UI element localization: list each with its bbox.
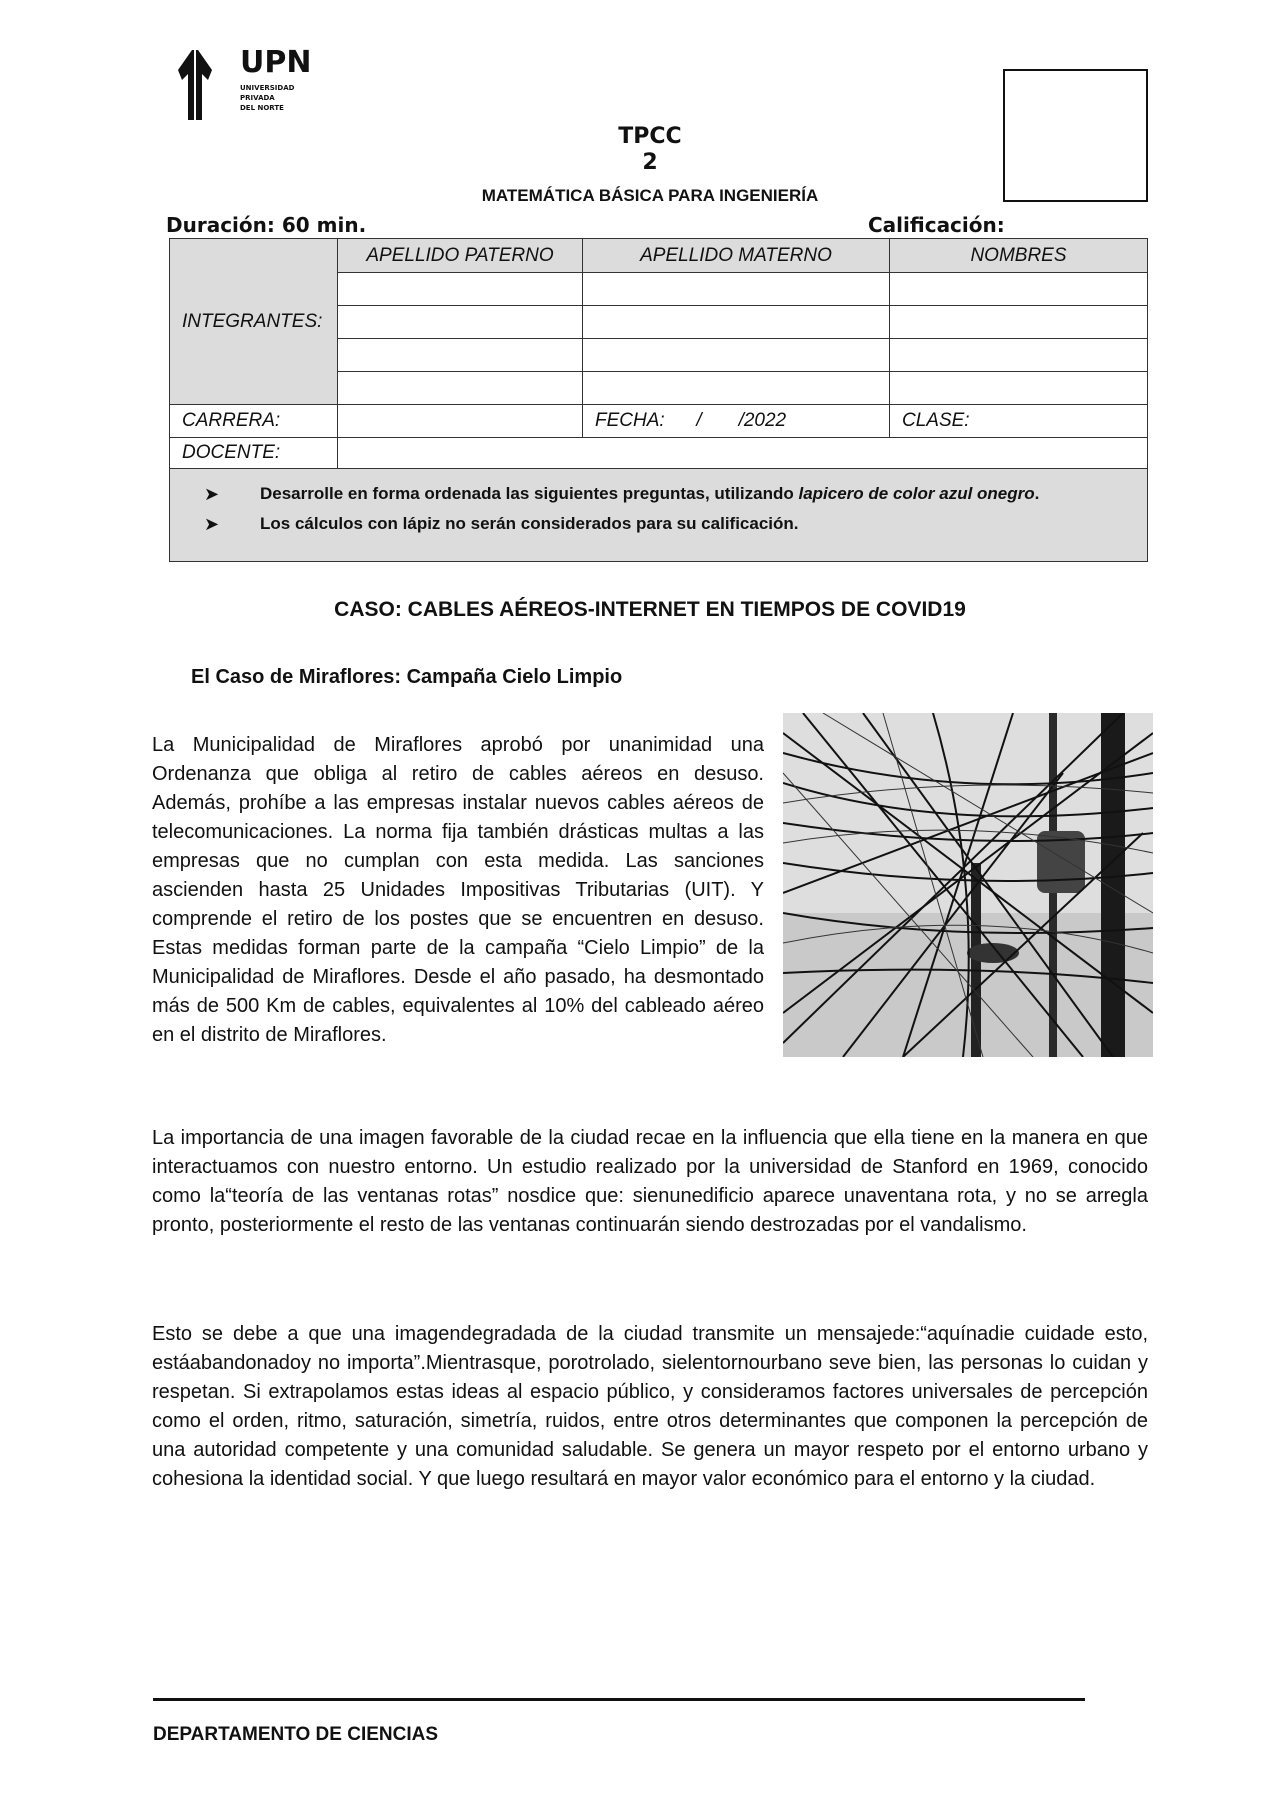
instruction-item <box>198 509 1135 539</box>
arrow-bullet-icon: ➤ <box>204 484 220 504</box>
member-field[interactable] <box>890 273 1148 306</box>
grade-box[interactable] <box>1003 69 1148 202</box>
instructions-box <box>170 469 1148 562</box>
case-title: CASO: CABLES AÉREOS-INTERNET EN TIEMPOS DE COVID19 <box>334 598 966 621</box>
instruction-item <box>198 479 1135 509</box>
member-field[interactable] <box>338 273 583 306</box>
member-field[interactable] <box>890 306 1148 339</box>
member-field[interactable] <box>583 339 890 372</box>
member-field[interactable] <box>583 372 890 405</box>
teacher-label: DOCENTE: <box>170 438 338 469</box>
duration-label: Duración: 60 min. <box>166 213 367 237</box>
instruction-text: Los cálculos con lápiz no serán considerados para su calificación. <box>260 514 799 533</box>
instruction-end: . <box>1034 484 1040 503</box>
career-field[interactable] <box>338 405 583 438</box>
student-info-table <box>169 238 1148 562</box>
date-field[interactable]: FECHA: / /2022 <box>583 405 890 438</box>
exam-title: TPCC <box>618 124 682 149</box>
course-name: MATEMÁTICA BÁSICA PARA INGENIERÍA <box>481 186 819 205</box>
arrow-bullet-icon: ➤ <box>204 514 220 534</box>
member-field[interactable] <box>583 273 890 306</box>
footer-department: DEPARTAMENTO DE CIENCIAS <box>153 1724 439 1745</box>
grade-label: Calificación: <box>868 213 1005 237</box>
member-field[interactable] <box>338 306 583 339</box>
power-lines-photo <box>783 713 1153 1057</box>
column-header: APELLIDO PATERNO <box>338 239 583 273</box>
member-field[interactable] <box>890 339 1148 372</box>
teacher-field[interactable] <box>338 438 1148 469</box>
logo-wordmark: UPN <box>240 45 312 80</box>
logo-subtext: UNIVERSIDAD <box>240 84 295 92</box>
member-field[interactable] <box>338 372 583 405</box>
paragraph: La Municipalidad de Miraflores aprobó por unanimidad una Ordenanza que obliga al retiro de cables aéreos en desuso. Además, prohíbe a las empresas instalar nuevos cables aéreos de telecomunicaciones. La norma fija también drásticas multas a las empresas que no cumplan con esta medida. Las sanciones ascienden hasta 25 Unidades Impositivas Tributarias (UIT). Y comprende el retiro de los postes que se encuentren en desuso. Estas medidas forman parte de la campaña “Cielo Limpio” de la Municipalidad de Miraflores. Desde el año pasado, ha desmontado más de 500 Km de cables, equivalentes al 10% del cableado aéreo en el distrito de Miraflores. <box>152 734 764 1046</box>
column-header: NOMBRES <box>890 239 1148 273</box>
member-field[interactable] <box>338 339 583 372</box>
career-label: CARRERA: <box>170 405 338 438</box>
instruction-text: Desarrolle en forma ordenada las siguientes preguntas, utilizando <box>260 484 799 503</box>
class-field[interactable]: CLASE: <box>890 405 1148 438</box>
case-subtitle: El Caso de Miraflores: Campaña Cielo Limpio <box>191 666 623 688</box>
logo-subtext: PRIVADA <box>240 94 275 102</box>
exam-number: 2 <box>642 150 658 175</box>
members-label: INTEGRANTES: <box>170 239 338 405</box>
paragraph: Esto se debe a que una imagendegradada de la ciudad transmite un mensajede:“aquínadie cuidade esto, estáabandonadoy no importa”.Mientrasque, porotrolado, sielentornourbano seve bien, las personas lo cuidan y respetan. Si extrapolamos estas ideas al espacio público, y consideramos factores universales de percepción como el orden, ritmo, saturación, simetría, ruidos, entre otros determinantes que componen la percepción de una autoridad competente y una comunidad saludable. Se genera un mayor respeto por el entorno urbano y cohesiona la identidad social. Y que luego resultará en mayor valor económico para el entorno y la ciudad. <box>152 1323 1148 1490</box>
member-field[interactable] <box>583 306 890 339</box>
paragraph: La importancia de una imagen favorable de la ciudad recae en la influencia que ella tiene en la manera en que interactuamos con nuestro entorno. Un estudio realizado por la universidad de Stanford en 1969, conocido como la“teoría de las ventanas rotas” nosdice que: sienunedificio aparece unaventana rota, y no se arregla pronto, posteriormente el resto de las ventanas continuarán siendo destrozadas por el vandalismo. <box>152 1127 1148 1236</box>
instruction-emphasis: lapicero de color azul onegro <box>798 484 1035 503</box>
footer-divider <box>153 1698 1085 1701</box>
column-header: APELLIDO MATERNO <box>583 239 890 273</box>
member-field[interactable] <box>890 372 1148 405</box>
logo-subtext: DEL NORTE <box>240 104 284 112</box>
